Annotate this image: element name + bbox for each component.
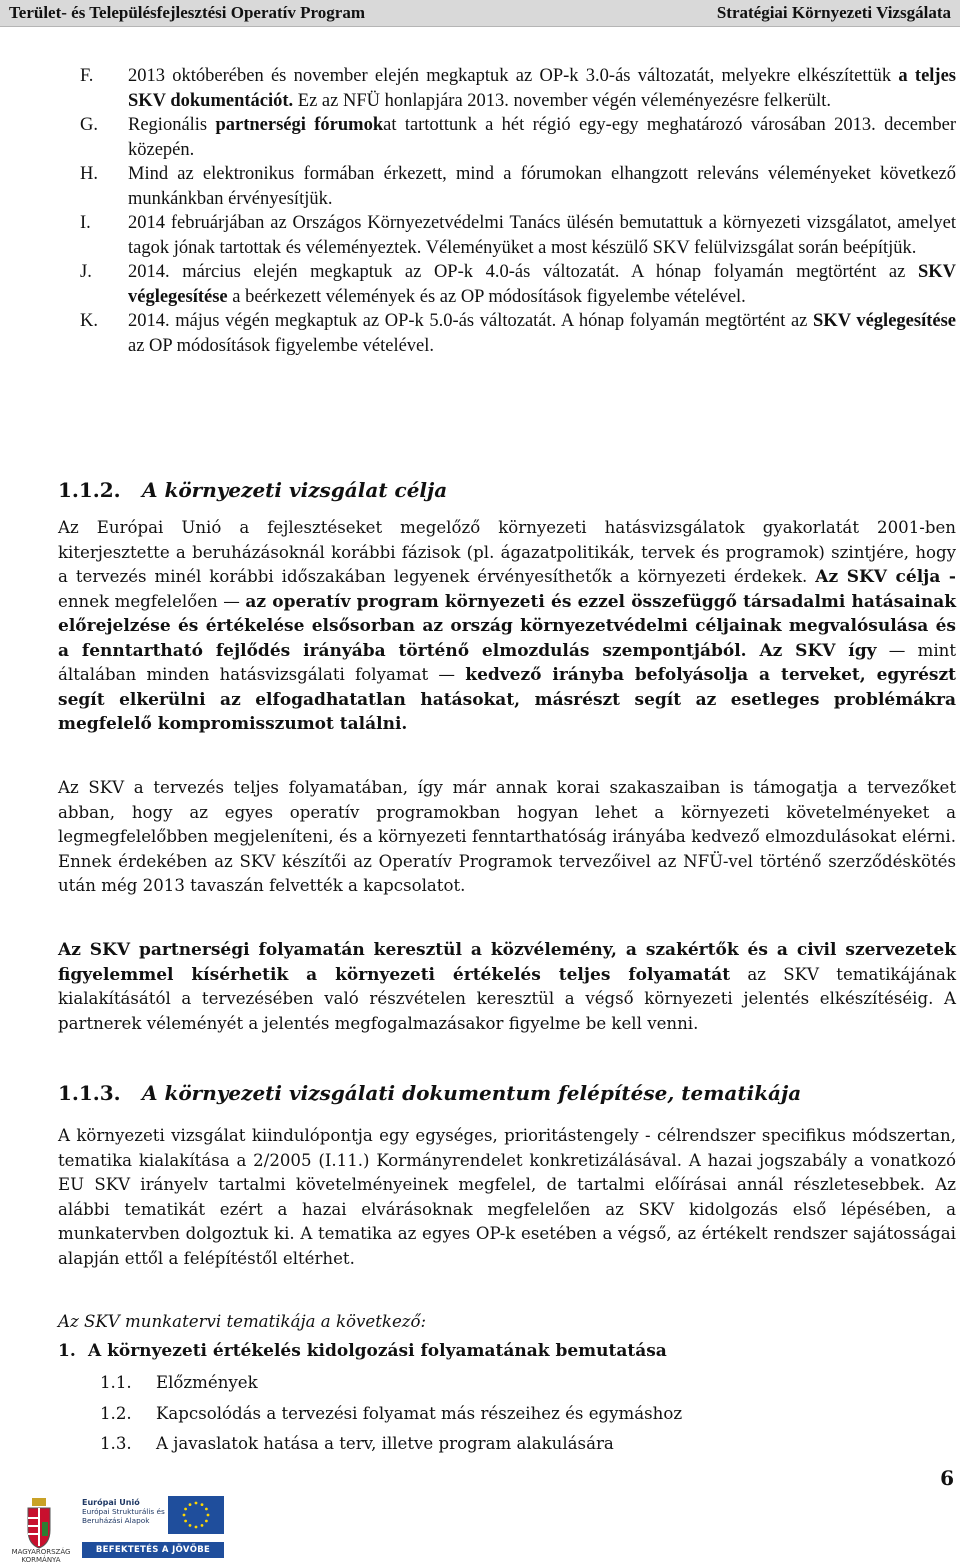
- list-item-label: F.: [80, 66, 94, 86]
- eu-star: [183, 1514, 186, 1517]
- paragraph: Az Európai Unió a fejlesztéseket megelőző környezeti hatásvizsgálatok gyakorlatát 2001-ben kiterjesztette a beruházásoknál korábbi fázisok (pl. ágazatpolitikák, tervek és programok) szintjére, hogy a tervezés minél korábbi időszakában legyenek érvényesíthetők a környezeti érdekek. Az SKV célja - ennek megfelelően — az operatív program környezeti és ezzel összefüggő társadalmi hatásainak előrejelzése és értékelése elsősorban az ország környezetvédelmi céljainak megvalósulása és a fenntartható fejlődés irányába történő elmozdulás szempontjából. Az SKV így — mint általában minden hatásvizsgálati folyamat — kedvező irányba befolyásolja a terveket, egyrészt segít elkerülni az elfogadhatatlan hatásokat, másrészt segít az esetleges problémákra megfelelő kompromisszumot találni.: [58, 518, 957, 734]
- list-item-label: G.: [80, 115, 98, 135]
- paragraph: A környezeti vizsgálat kiindulópontja egy egységes, prioritástengely - célrendszer specifikus módszertan, tematika kialakítása a 2/2005 (I.11.) Kormányrendelet konkretizálásával. A hazai jogszabály a vonatkozó EU SKV irányelv tartalmi követelményeinek megfelel, de tartalmi előírásai annál részletesebbek. Az alábbi tematikát ezért a hazai elvárásoknak megfelelően az SKV kidolgozás első lépésében, a munkatervben dolgoztuk ki. A tematika az egyes OP-k esetében a végső, az értékelt rendszer sajátosságai alapján ettől a felépítéstől eltérhet.: [58, 1126, 956, 1268]
- outline-title-text: A környezeti értékelés kidolgozási folyamatának bemutatása: [88, 1341, 667, 1361]
- header-program-title: Terület- és Településfejlesztési Operatív Program: [9, 3, 365, 22]
- list-item-label: I.: [80, 213, 91, 233]
- eu-star: [201, 1503, 204, 1506]
- list-item-text: 2014 februárjában az Országos Környezetvédelmi Tanács ülésén bemutattuk a környezeti vizsgálatot, amelyet tagok jónak tartottak és véleményeztek. Véleményüket a most készülő SKV felülvizsgálat során beépítjük.: [128, 213, 956, 258]
- section-heading: [58, 1081, 801, 1105]
- section-title: A környezeti vizsgálat célja: [142, 478, 448, 502]
- page-number: 6: [940, 1466, 954, 1490]
- paragraph: Az SKV a tervezés teljes folyamatában, így már annak korai szakaszaiban is támogatja a tervezőket abban, hogy az egyes operatív programokban hogyan lehet a környezeti követelményeket a legmegfelelőbben megjeleníteni, és a környezeti fenntarthatóság irányába kedvező elmozdulásokat elérni. Ennek érdekében az SKV készítői az Operatív Programok tervezőivel az NFÜ-vel történő szerződéskötés után még 2013 tavaszán felvették a kapcsolatot.: [58, 778, 956, 895]
- eu-star: [195, 1526, 198, 1529]
- eu-star: [201, 1524, 204, 1527]
- paragraph: Az SKV partnerségi folyamatán keresztül a közvélemény, a szakértők és a civil szervezetek figyelemmel kísérhetik a környezeti értékelés teljes folyamatát az SKV tematikájának kialakításától a tervezésében való részvételen keresztül a végső környezeti jelentés elkészítéséig. A partnerek véleményét a jelentés megfogalmazásakor figyelme be kell venni.: [58, 940, 957, 1033]
- list-item-text: Mind az elektronikus formában érkezett, mind a fórumokan elhangzott releváns véleményeket következő munkánkban érvényesítjük.: [128, 164, 956, 209]
- eu-flag-icon: [168, 1496, 224, 1534]
- list-item: [80, 113, 956, 162]
- list-item: [80, 260, 956, 309]
- outline-subitem: 1.3. A javaslatok hatása a terv, illetve program alakulására: [100, 1434, 614, 1453]
- list-item-text: Regionális partnerségi fórumokat tartottunk a hét régió egy-egy meghatározó városában 2013. december közepén.: [128, 115, 956, 160]
- list-item-text: 2014. május végén megkaptuk az OP-k 5.0-ás változatát. A hónap folyamán megtörtént az SKV véglegesítése az OP módosítások figyelembe vételével.: [128, 311, 956, 356]
- eu-star: [205, 1520, 208, 1523]
- list-item: [80, 211, 956, 260]
- eu-star: [207, 1514, 210, 1517]
- section-title: A környezeti vizsgálati dokumentum felépítése, tematikája: [142, 1081, 802, 1105]
- list-item-label: J.: [80, 262, 92, 282]
- eu-star: [195, 1502, 198, 1505]
- eu-star: [184, 1508, 187, 1511]
- section-heading: [58, 478, 447, 502]
- outline-number: 1.: [58, 1341, 76, 1361]
- section-number: 1.1.3.: [58, 1081, 121, 1105]
- header-document-title: Stratégiai Környezeti Vizsgálata: [716, 3, 951, 22]
- eu-star: [205, 1508, 208, 1511]
- footer-logos: [0, 1490, 340, 1566]
- slogan-bar: BEFEKTETÉS A JÖVŐBE: [82, 1542, 224, 1558]
- list-item-label: K.: [80, 311, 98, 331]
- list-item: [80, 64, 956, 113]
- outline-subitem: 1.2. Kapcsolódás a tervezési folyamat más részeihez és egymáshoz: [100, 1404, 683, 1423]
- list-item-text: 2014. március elején megkaptuk az OP-k 4.0-ás változatát. A hónap folyamán megtörtént az SKV véglegesítése a beérkezett vélemények és az OP módosítások figyelembe vételével.: [128, 262, 956, 307]
- list-item: [80, 162, 956, 211]
- section-number: 1.1.2.: [58, 478, 121, 502]
- milestone-list: [80, 64, 956, 358]
- outline-subitem: 1.1. Előzmények: [100, 1373, 258, 1392]
- thematic-intro: Az SKV munkatervi tematikája a következő:: [58, 1312, 427, 1331]
- outline-title: [58, 1341, 667, 1361]
- crest-caption: MAGYARORSZÁG KORMÁNYA: [11, 1548, 71, 1564]
- eu-star: [189, 1524, 192, 1527]
- eu-text: Európai Unió Európai Strukturális és Beruházási Alapok: [82, 1498, 165, 1525]
- page-header: [0, 0, 960, 27]
- list-item-label: H.: [80, 164, 98, 184]
- list-item: [80, 309, 956, 358]
- eu-star: [189, 1503, 192, 1506]
- eu-star: [184, 1520, 187, 1523]
- list-item-text: 2013 októberében és november elején megkaptuk az OP-k 3.0-ás változatát, melyekre elkészítettük a teljes SKV dokumentációt. Ez az NFÜ honlapjára 2013. november végén véleményezésre felkerült.: [128, 66, 956, 111]
